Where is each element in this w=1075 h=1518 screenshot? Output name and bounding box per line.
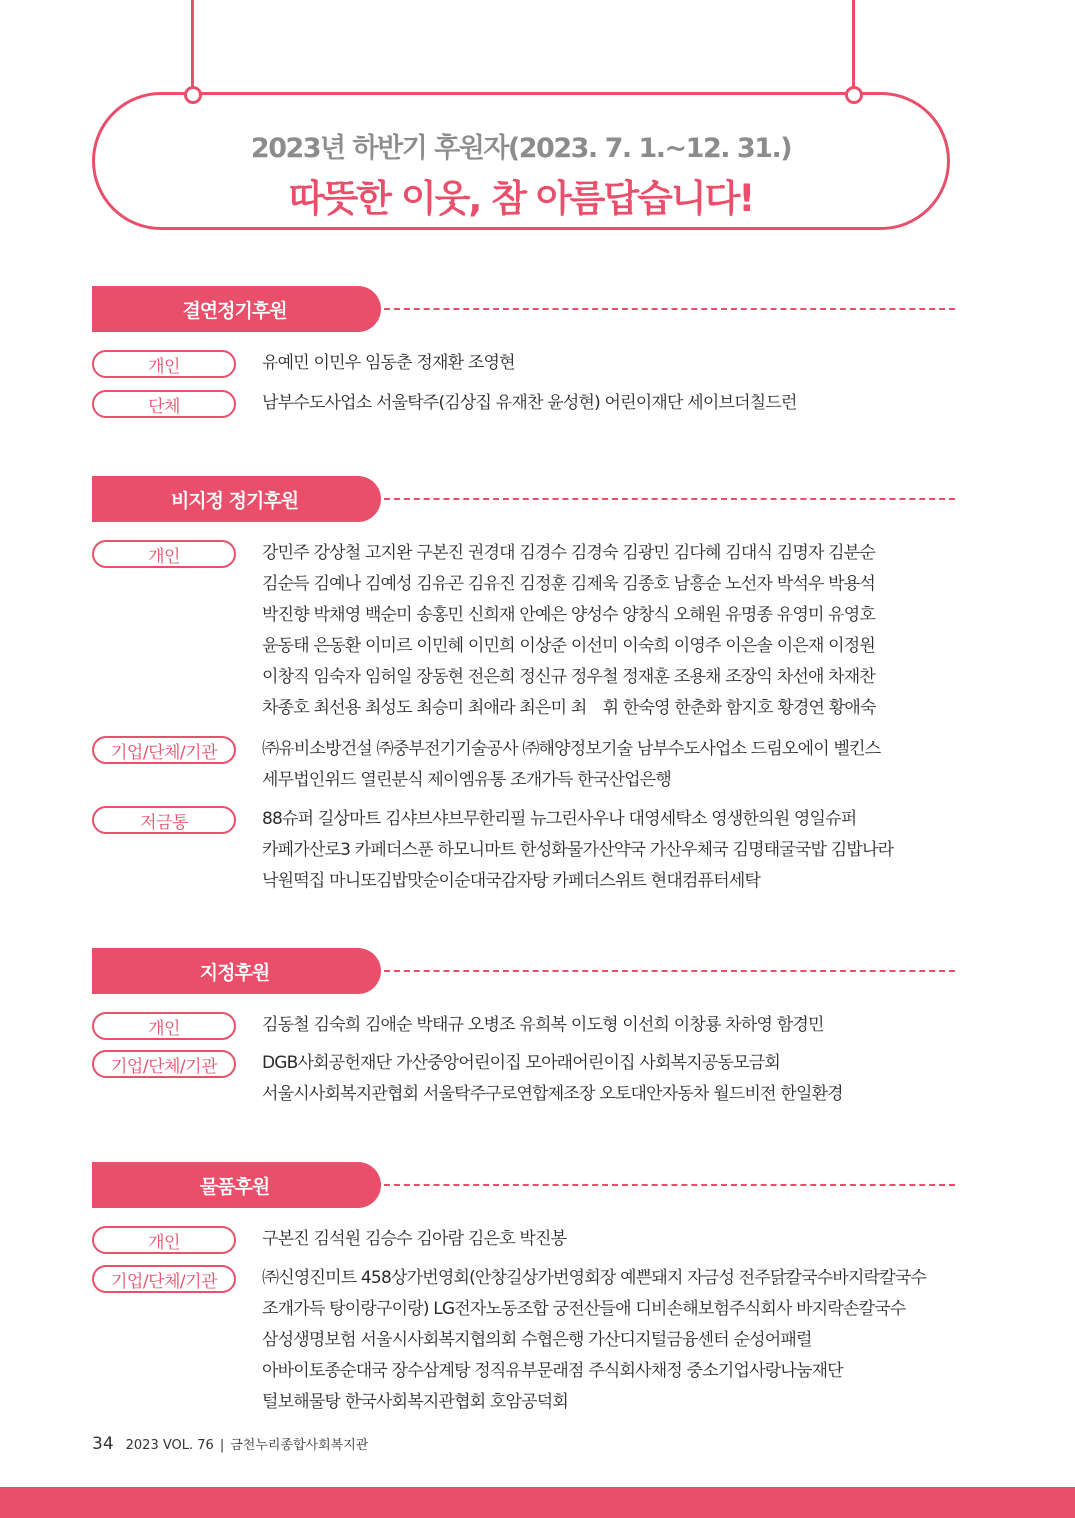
group-label: 개인 <box>92 540 236 568</box>
group-label: 개인 <box>92 1012 236 1040</box>
hanger-left <box>191 0 194 90</box>
section-title-goods: 물품후원 <box>92 1162 381 1208</box>
content-line: 윤동태 은동환 이미르 이민혜 이민희 이상준 이선미 이숙희 이영주 이은솔 이은재 이정원 <box>262 636 876 656</box>
group-label: 저금통 <box>92 806 236 834</box>
group-content <box>262 1048 962 1110</box>
hanger-knob-left <box>184 86 202 104</box>
group-content <box>262 388 962 419</box>
content-line: 유예민 이민우 임동춘 정재환 조영현 <box>262 353 515 373</box>
content-line: ㈜신영진미트 458상가번영회(안창길상가번영회장 예쁜돼지 자금성 전주닭칼국수바지락칼국수 <box>262 1268 927 1288</box>
content-line: 조개가득 탕이랑구이랑) LG전자노동조합 궁전산들애 디비손해보험주식회사 바지락손칼국수 <box>262 1299 906 1319</box>
group-content <box>262 348 962 379</box>
group-content <box>262 1224 962 1255</box>
content-line: DGB사회공헌재단 가산중앙어린이집 모아래어린이집 사회복지공동모금회 <box>262 1053 780 1073</box>
section-divider <box>384 308 955 310</box>
content-line: 삼성생명보험 서울시사회복지협의회 수협은행 가산디지털금융센터 순성어패럴 <box>262 1330 812 1350</box>
group-label: 단체 <box>92 390 236 418</box>
group-label: 기업/단체/기관 <box>92 1050 236 1078</box>
section-divider <box>384 498 955 500</box>
footer-separator: | <box>219 1438 225 1453</box>
group-label: 기업/단체/기관 <box>92 1265 236 1293</box>
content-line: 88슈퍼 길상마트 김샤브샤브무한리필 뉴그린사우나 대영세탁소 영생한의원 영일슈퍼 <box>262 809 857 829</box>
content-line: 김순득 김예나 김예성 김유곤 김유진 김정훈 김제욱 김종호 남흥순 노선자 박석우 박용석 <box>262 574 876 594</box>
content-line: 낙원떡집 마니또김밥맛순이순대국감자탕 카페더스위트 현대컴퓨터세탁 <box>262 871 761 891</box>
content-line: 털보해물탕 한국사회복지관협회 호암공덕회 <box>262 1392 569 1412</box>
page-footer <box>92 1434 368 1454</box>
organization-name: 금천누리종합사회복지관 <box>230 1438 369 1453</box>
header-title: 따뜻한 이웃, 참 아름답습니다! <box>288 177 754 220</box>
group-label: 기업/단체/기관 <box>92 736 236 764</box>
section-title-sponsorship-matching: 결연정기후원 <box>92 286 381 332</box>
content-line: 카페가산로3 카페더스푼 하모니마트 한성화물가산약국 가산우체국 김명태굴국밥 김밥나라 <box>262 840 894 860</box>
group-content <box>262 1010 962 1041</box>
group-label: 개인 <box>92 350 236 378</box>
section-divider <box>384 970 955 972</box>
content-line: 이창직 임숙자 임허일 장동현 전은희 정신규 정우철 정재훈 조용채 조장익 차선애 차재찬 <box>262 667 876 687</box>
group-content <box>262 1263 962 1418</box>
section-divider <box>384 1184 955 1186</box>
header-subtitle: 2023년 하반기 후원자(2023. 7. 1.~12. 31.) <box>250 133 792 164</box>
group-label: 개인 <box>92 1226 236 1254</box>
group-content <box>262 804 962 897</box>
section-title-designated: 지정후원 <box>92 948 381 994</box>
hanger-right <box>852 0 855 90</box>
content-line: 서울시사회복지관협회 서울탁주구로연합제조장 오토대안자동차 월드비전 한일환경 <box>262 1084 843 1104</box>
content-line: 구본진 김석원 김승수 김아람 김은호 박진봉 <box>262 1229 567 1249</box>
section-title-undesignated-regular: 비지정 정기후원 <box>92 476 381 522</box>
content-line: 세무법인위드 열린분식 제이엠유통 조개가득 한국산업은행 <box>262 770 671 790</box>
content-line: 남부수도사업소 서울탁주(김상집 유재찬 윤성현) 어린이재단 세이브더칠드런 <box>262 393 797 413</box>
content-line: 강민주 강상철 고지완 구본진 권경대 김경수 김경숙 김광민 김다혜 김대식 김명자 김분순 <box>262 543 876 563</box>
group-content <box>262 734 962 796</box>
issue-info: 2023 VOL. 76 <box>125 1438 214 1453</box>
content-line: 차종호 최선용 최성도 최승미 최애라 최은미 최 휘 한숙영 한춘화 함지호 황경연 황애숙 <box>262 698 876 718</box>
content-line: 김동철 김숙희 김애순 박태규 오병조 유희복 이도형 이선희 이창룡 차하영 함경민 <box>262 1015 824 1035</box>
content-line: ㈜유비소방건설 ㈜중부전기기술공사 ㈜해양정보기술 남부수도사업소 드림오에이 벨킨스 <box>262 739 881 759</box>
bottom-color-bar <box>0 1487 1075 1518</box>
page-number: 34 <box>92 1434 114 1454</box>
group-content <box>262 538 962 724</box>
content-line: 박진향 박채영 백순미 송홍민 신희재 안예은 양성수 양창식 오해원 유명종 유영미 유영호 <box>262 605 876 625</box>
hanger-knob-right <box>845 86 863 104</box>
content-line: 아바이토종순대국 장수삼계탕 정직유부문래점 주식회사채정 중소기업사랑나눔재단 <box>262 1361 843 1381</box>
